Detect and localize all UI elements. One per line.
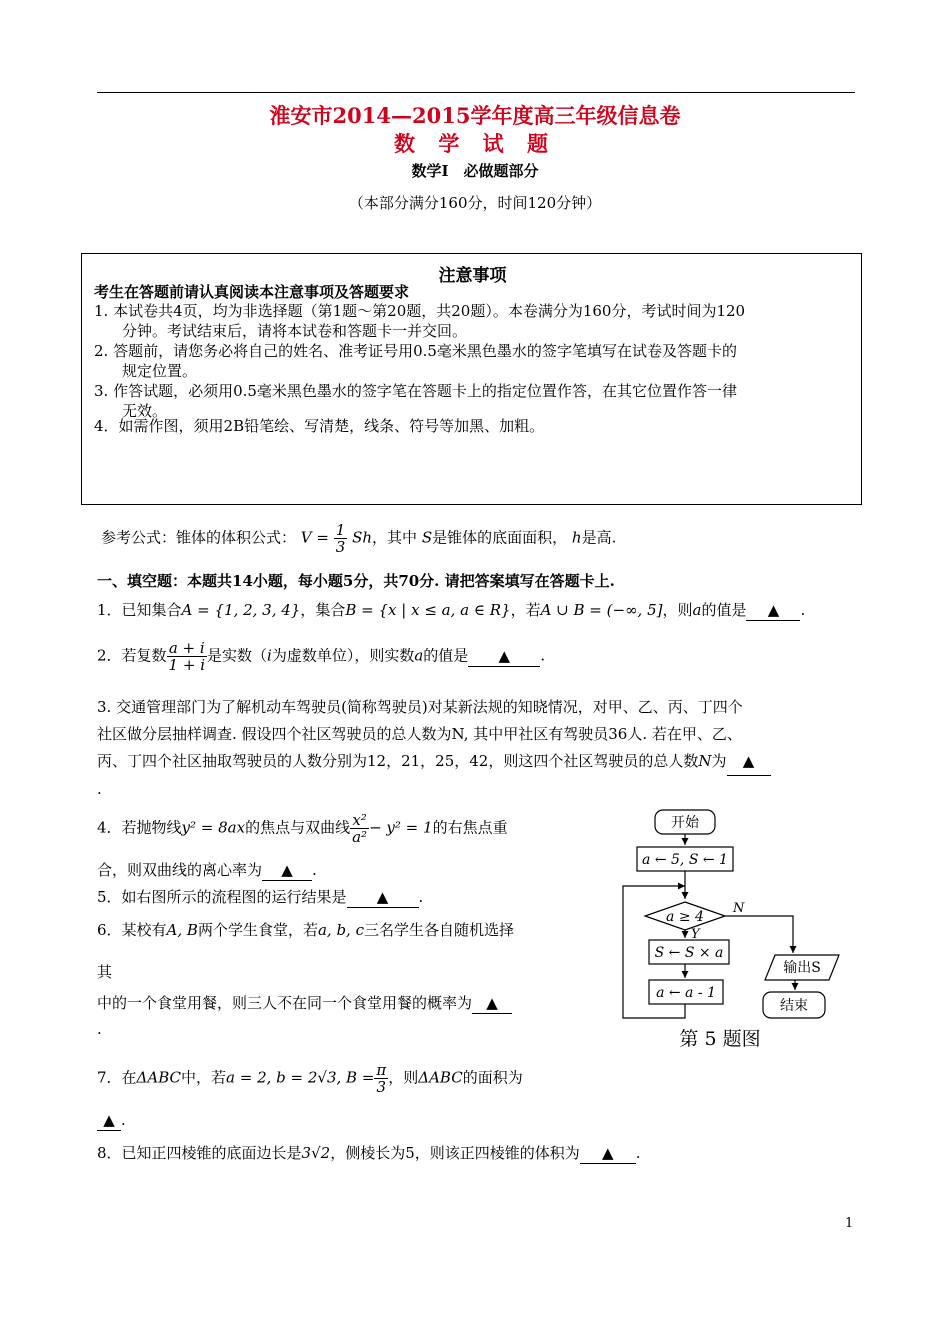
notice-item-1-line2: 分钟。考试结束后，请将本试卷和答题卡一并交回。 [122,322,468,340]
q7-fraction: $\frac{\pi}{3}$ [376,1061,387,1096]
notice-title: 注意事项 [438,266,507,286]
flow-start-text: 开始 [671,815,699,831]
flowchart [615,805,855,1055]
notice-item-4 [94,416,854,436]
notice-item-3-line2: 无效。 [122,402,168,420]
question-7: 7．在ΔABC中，若a = 2, b = 2√3, B = $\frac{\pi}{3}$ ，则ΔABC的面积为 [97,1061,523,1096]
flow-output-text: 输出S [783,960,821,976]
question-4-line2: 合，则双曲线的离心率为 ▲ . [97,861,317,879]
reference-formula: 参考公式：锥体的体积公式： V = $\frac{1}{3}$ Sh，其中 S是锥体的底面面积， h是高. [101,521,617,556]
notice-item-4-line1: 4．如需作图，须用2B铅笔绘、写清楚，线条、符号等加黑、加粗。 [94,417,545,435]
section-heading: 一、填空题：本题共14小题，每小题5分，共70分. 请把答案填写在答题卡上. [97,572,615,590]
answer-blank-7: ▲ [97,1110,121,1131]
flow-cond-text: a ≥ 4 [666,909,704,925]
answer-blank-6: ▲ [472,993,512,1014]
notice-item-2-line2: 规定位置。 [122,362,198,380]
answer-blank-3: ▲ [727,748,771,776]
question-8: 8．已知正四棱锥的底面边长是3√2，侧棱长为5，则该正四棱锥的体积为 ▲ . [97,1144,641,1162]
exam-title: 淮安市2014—2015学年度高三年级信息卷 [269,103,681,128]
notice-item-2 [94,341,854,381]
notice-box [81,253,862,505]
question-7-line2: ▲ . [97,1110,126,1131]
question-6-line2: 其 [97,963,113,981]
flowchart-caption: 第 5 题图 [679,1028,761,1050]
question-1: 1．已知集合A = {1, 2, 3, 4}，集合B = {x | x ≤ a, a ∈ R}，若A ∪ B = (−∞, 5]，则a的值是 ▲ . [97,601,806,619]
flow-yes-label: Y [691,927,700,942]
question-3: 3. 交通管理部门为了解机动车驾驶员(简称驾驶员)对某新法规的知晓情况，对甲、乙、丙、丁四个 社区做分层抽样调查. 假设四个社区驾驶员的总人数为N, 其中甲社区有驾驶员36人. 若在甲、乙、 丙、丁四个社区抽取驾驶员的人数分别为12，21，25，42，则这四个社区驾驶员的总人数N为 ▲ . [97,694,771,803]
question-6-line3: 中的一个食堂用餐，则三人不在同一个食堂用餐的概率为 ▲ [97,993,512,1014]
part-title: 数学Ⅰ 必做题部分 [411,162,539,180]
question-4: 4．若抛物线y² = 8ax的焦点与双曲线 $\frac{\text{x²}}{\text{a²}}$ − y² = 1的右焦点重 [97,811,508,846]
answer-blank-1: ▲ [746,600,800,621]
answer-blank-5: ▲ [347,887,419,908]
flow-no-label: N [733,901,745,916]
flow-init-text: a ← 5, S ← 1 [642,852,728,868]
notice-item-2-line1: 2. 答题前，请您务必将自己的姓名、准考证号用0.5毫米黑色墨水的签字笔填写在试卷及答题卡的 [94,342,737,360]
flow-end-text: 结束 [780,998,808,1014]
question-6-end: . [97,1020,102,1038]
answer-blank-8: ▲ [580,1143,636,1164]
score-time-note: （本部分满分160分，时间120分钟） [348,194,602,212]
top-rule [97,92,855,93]
q4-fraction: $\frac{\text{x²}}{\text{a²}}$ [352,811,368,846]
flow-step2-text: a ← a - 1 [656,985,716,1001]
notice-item-1-line1: 1. 本试卷共4页，均为非选择题（第1题～第20题，共20题）。本卷满分为160分，考试时间为120 [94,302,746,320]
exam-subtitle: 数 学 试 题 [394,131,556,156]
question-5: 5．如右图所示的流程图的运行结果是 ▲ . [97,888,424,906]
question-6: 6．某校有A, B两个学生食堂，若a, b, c三名学生各自随机选择 [97,921,515,939]
notice-subtitle: 考生在答题前请认真阅读本注意事项及答题要求 [94,283,410,301]
notice-item-3-line1: 3. 作答试题，必须用0.5毫米黑色墨水的签字笔在答题卡上的指定位置作答，在其它位置作答一律 [94,382,737,400]
page-number: 1 [845,1216,854,1231]
question-2: 2．若复数 $\frac{a + i}{1 + i}$ 是实数（i为虚数单位），则实数a的值是 ▲ . [97,639,546,674]
answer-blank-4: ▲ [262,860,312,881]
notice-item-1 [94,301,854,341]
q2-fraction: $\frac{a + i}{1 + i}$ [168,639,205,674]
notice-item-3 [94,381,854,421]
flow-step1-text: S ← S × a [654,945,724,961]
answer-blank-2: ▲ [468,646,540,667]
formula-fraction: $\frac{1}{3}$ [335,521,346,556]
flow-no-branch-line [725,916,793,953]
